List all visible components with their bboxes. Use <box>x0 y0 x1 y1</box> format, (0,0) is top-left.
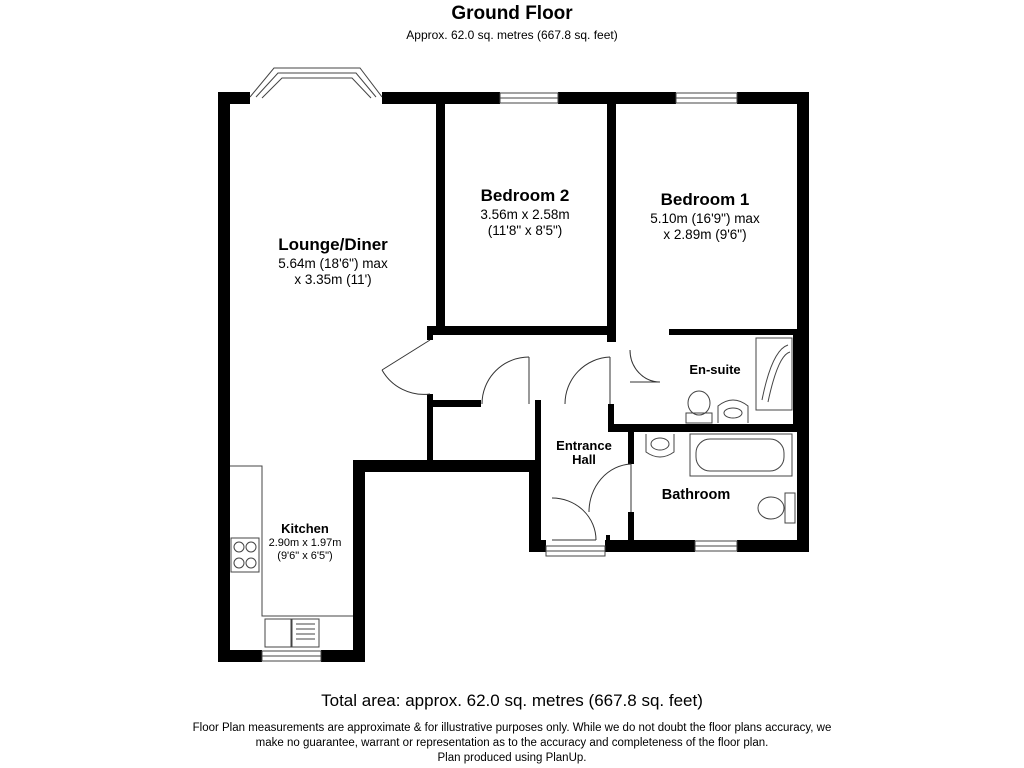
bedroom-1-name: Bedroom 1 <box>660 190 750 209</box>
bay-window <box>250 68 382 98</box>
disclaimer-line-1: Floor Plan measurements are approximate & for illustrative purposes only. While we do not doubt the floor plans accuracy, we <box>192 722 832 734</box>
kitchen-dims-1: 2.90m x 1.97m <box>268 537 342 549</box>
lounge-diner-dims-1: 5.64m (18'6") max <box>278 256 388 271</box>
bedroom-2-dims-1: 3.56m x 2.58m <box>480 207 570 222</box>
inner-walls <box>427 104 799 552</box>
kitchen-name: Kitchen <box>281 521 329 536</box>
total-area: Total area: approx. 62.0 sq. metres (667.8 sq. feet) <box>321 691 703 710</box>
bathroom-fixtures <box>646 434 795 523</box>
plan-credit: Plan produced using PlanUp. <box>437 752 587 764</box>
entrance-hall-name-1: Entrance <box>556 438 612 453</box>
bedroom-1-dims-1: 5.10m (16'9") max <box>650 211 760 226</box>
ensuite-name: En-suite <box>689 362 741 377</box>
bedroom-1-dims-2: x 2.89m (9'6") <box>663 227 747 242</box>
lounge-diner-name: Lounge/Diner <box>278 235 388 254</box>
bedroom-2-name: Bedroom 2 <box>480 186 570 205</box>
lounge-diner-dims-2: x 3.35m (11') <box>294 272 372 287</box>
floor-area-subtitle: Approx. 62.0 sq. metres (667.8 sq. feet) <box>406 28 618 42</box>
entrance-hall-name-2: Hall <box>572 452 596 467</box>
ensuite-fixtures <box>686 338 792 423</box>
bedroom-2-dims-2: (11'8" x 8'5") <box>487 223 563 238</box>
bathroom-name: Bathroom <box>661 487 731 503</box>
disclaimer-line-2: make no guarantee, warrant or representation as to the accuracy and completeness of the floor plan. <box>255 737 769 749</box>
windows <box>262 93 737 661</box>
kitchen-dims-2: (9'6" x 6'5") <box>277 550 333 562</box>
outer-walls <box>218 92 809 662</box>
floor-title: Ground Floor <box>451 3 573 24</box>
